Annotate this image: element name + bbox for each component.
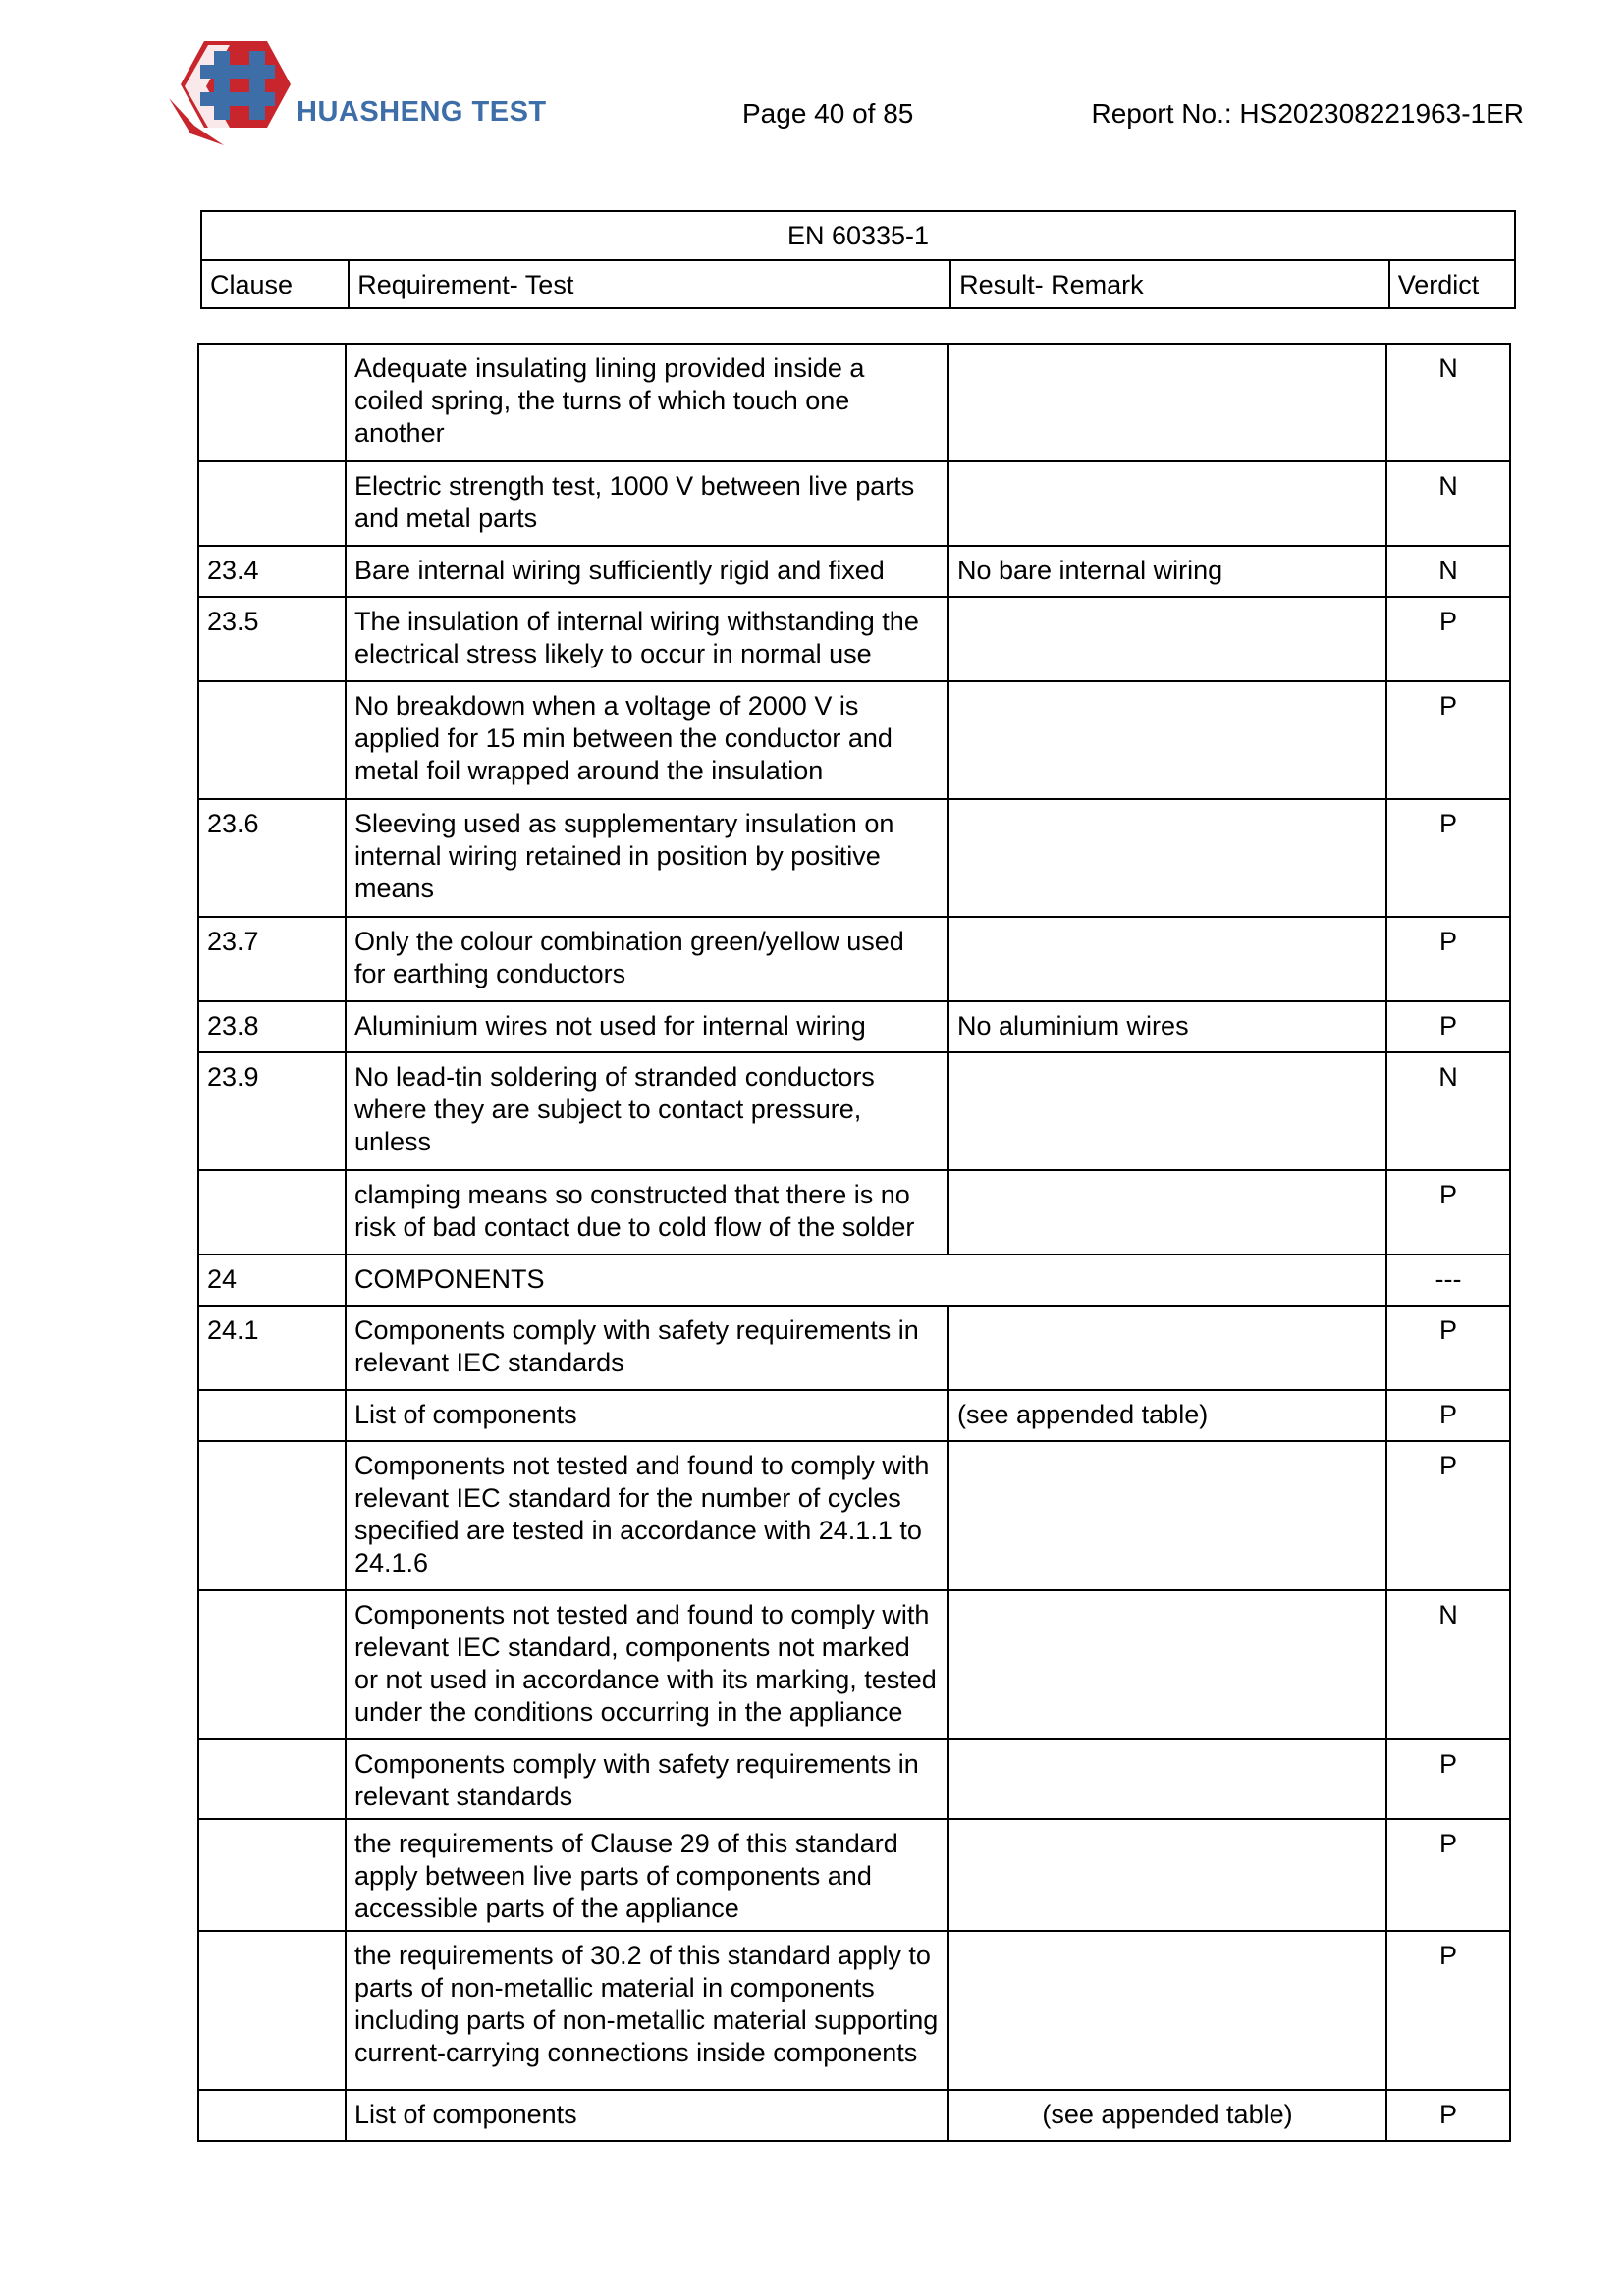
standard-row (201, 211, 1515, 260)
table-row (198, 546, 1510, 597)
table-header (200, 210, 1516, 309)
cell-remark: (see appended table) (948, 1390, 1386, 1441)
column-header-row (201, 260, 1515, 308)
cell-requirement: Components not tested and found to comply with relevant IEC standard for the number of cycles specified are tested in accordance with 24.1.1 to 24.1.6 (346, 1441, 948, 1590)
cell-clause: 23.4 (198, 546, 346, 597)
cell-remark (948, 461, 1386, 546)
page-number: Page 40 of 85 (742, 98, 914, 129)
huasheng-logo-icon (165, 35, 295, 151)
table-row (198, 1306, 1510, 1390)
table-row (198, 1052, 1510, 1170)
cell-clause (198, 2090, 346, 2141)
cell-clause (198, 1819, 346, 1931)
cell-clause (198, 1739, 346, 1819)
cell-requirement: Components comply with safety requirements in relevant standards (346, 1739, 948, 1819)
cell-verdict: P (1386, 1306, 1510, 1390)
table-row (198, 461, 1510, 546)
table-row (198, 681, 1510, 799)
table-row (198, 1390, 1510, 1441)
cell-remark: (see appended table) (948, 2090, 1386, 2141)
cell-requirement: List of components (346, 1390, 948, 1441)
cell-verdict: P (1386, 1390, 1510, 1441)
table-row (198, 2090, 1510, 2141)
cell-remark (948, 344, 1386, 461)
cell-clause (198, 1441, 346, 1590)
cell-verdict: P (1386, 681, 1510, 799)
cell-clause: 23.8 (198, 1001, 346, 1052)
table-row (198, 1170, 1510, 1255)
cell-remark (948, 917, 1386, 1001)
cell-clause (198, 681, 346, 799)
cell-verdict: P (1386, 1819, 1510, 1931)
cell-verdict: P (1386, 1170, 1510, 1255)
cell-remark (948, 1819, 1386, 1931)
cell-clause: 24 (198, 1255, 346, 1306)
cell-verdict: P (1386, 1441, 1510, 1590)
cell-remark (948, 681, 1386, 799)
cell-requirement: The insulation of internal wiring withstanding the electrical stress likely to occur in normal use (346, 597, 948, 681)
column-header-requirement: Requirement- Test (349, 260, 950, 308)
cell-verdict: P (1386, 1001, 1510, 1052)
cell-requirement: Sleeving used as supplementary insulation on internal wiring retained in position by positive means (346, 799, 948, 917)
cell-clause (198, 1931, 346, 2090)
page-header (0, 0, 1624, 167)
cell-clause: 23.7 (198, 917, 346, 1001)
cell-clause (198, 461, 346, 546)
cell-remark (948, 1170, 1386, 1255)
cell-requirement: Electric strength test, 1000 V between live parts and metal parts (346, 461, 948, 546)
cell-requirement: clamping means so constructed that there is no risk of bad contact due to cold flow of the solder (346, 1170, 948, 1255)
cell-verdict: P (1386, 597, 1510, 681)
cell-requirement: Components comply with safety requirements in relevant IEC standards (346, 1306, 948, 1390)
report-number: Report No.: HS202308221963-1ER (1091, 98, 1524, 129)
cell-requirement: Aluminium wires not used for internal wiring (346, 1001, 948, 1052)
cell-remark (948, 1441, 1386, 1590)
cell-clause (198, 344, 346, 461)
cell-verdict: N (1386, 461, 1510, 546)
cell-clause (198, 1590, 346, 1739)
standard-title: EN 60335-1 (201, 211, 1515, 260)
cell-verdict: N (1386, 546, 1510, 597)
cell-clause: 23.5 (198, 597, 346, 681)
cell-verdict: N (1386, 1590, 1510, 1739)
cell-remark (948, 1306, 1386, 1390)
cell-requirement: Only the colour combination green/yellow used for earthing conductors (346, 917, 948, 1001)
cell-verdict: P (1386, 917, 1510, 1001)
table-row (198, 1441, 1510, 1590)
cell-remark (948, 1931, 1386, 2090)
table-row (198, 917, 1510, 1001)
cell-remark (948, 597, 1386, 681)
table-row (198, 1819, 1510, 1931)
table-row (198, 344, 1510, 461)
cell-requirement: No lead-tin soldering of stranded conductors where they are subject to contact pressure, unless (346, 1052, 948, 1170)
cell-verdict: P (1386, 1931, 1510, 2090)
cell-remark (948, 1739, 1386, 1819)
cell-clause: 23.9 (198, 1052, 346, 1170)
cell-verdict: P (1386, 799, 1510, 917)
cell-remark (948, 1052, 1386, 1170)
column-header-verdict: Verdict (1389, 260, 1515, 308)
cell-clause: 23.6 (198, 799, 346, 917)
table-row (198, 1739, 1510, 1819)
table-row (198, 597, 1510, 681)
table-row (198, 799, 1510, 917)
cell-clause: 24.1 (198, 1306, 346, 1390)
cell-requirement: List of components (346, 2090, 948, 2141)
cell-remark: No bare internal wiring (948, 546, 1386, 597)
cell-verdict: N (1386, 344, 1510, 461)
cell-verdict: P (1386, 1739, 1510, 1819)
requirements-table-body (198, 344, 1510, 2141)
cell-remark: No aluminium wires (948, 1001, 1386, 1052)
cell-remark (948, 799, 1386, 917)
cell-requirement: the requirements of Clause 29 of this standard apply between live parts of components and accessible parts of the appliance (346, 1819, 948, 1931)
cell-requirement: No breakdown when a voltage of 2000 V is applied for 15 min between the conductor and metal foil wrapped around the insulation (346, 681, 948, 799)
cell-requirement: Bare internal wiring sufficiently rigid and fixed (346, 546, 948, 597)
cell-remark (948, 1590, 1386, 1739)
cell-clause (198, 1170, 346, 1255)
cell-verdict: P (1386, 2090, 1510, 2141)
column-header-remark: Result- Remark (950, 260, 1389, 308)
cell-requirement: Components not tested and found to comply with relevant IEC standard, components not marked or not used in accordance with its marking, tested under the conditions occurring in the appliance (346, 1590, 948, 1739)
cell-clause (198, 1390, 346, 1441)
cell-verdict: --- (1386, 1255, 1510, 1306)
table-row (198, 1255, 1510, 1306)
cell-requirement: the requirements of 30.2 of this standard apply to parts of non-metallic material in components including parts of non-metallic material supporting current-carrying connections inside components (346, 1931, 948, 2090)
cell-requirement: COMPONENTS (346, 1255, 1386, 1306)
cell-requirement: Adequate insulating lining provided inside a coiled spring, the turns of which touch one another (346, 344, 948, 461)
company-name: HUASHENG TEST (297, 96, 547, 128)
table-row (198, 1001, 1510, 1052)
table-row (198, 1590, 1510, 1739)
cell-verdict: N (1386, 1052, 1510, 1170)
table-row (198, 1931, 1510, 2090)
column-header-clause: Clause (201, 260, 349, 308)
requirements-table (197, 343, 1511, 2142)
